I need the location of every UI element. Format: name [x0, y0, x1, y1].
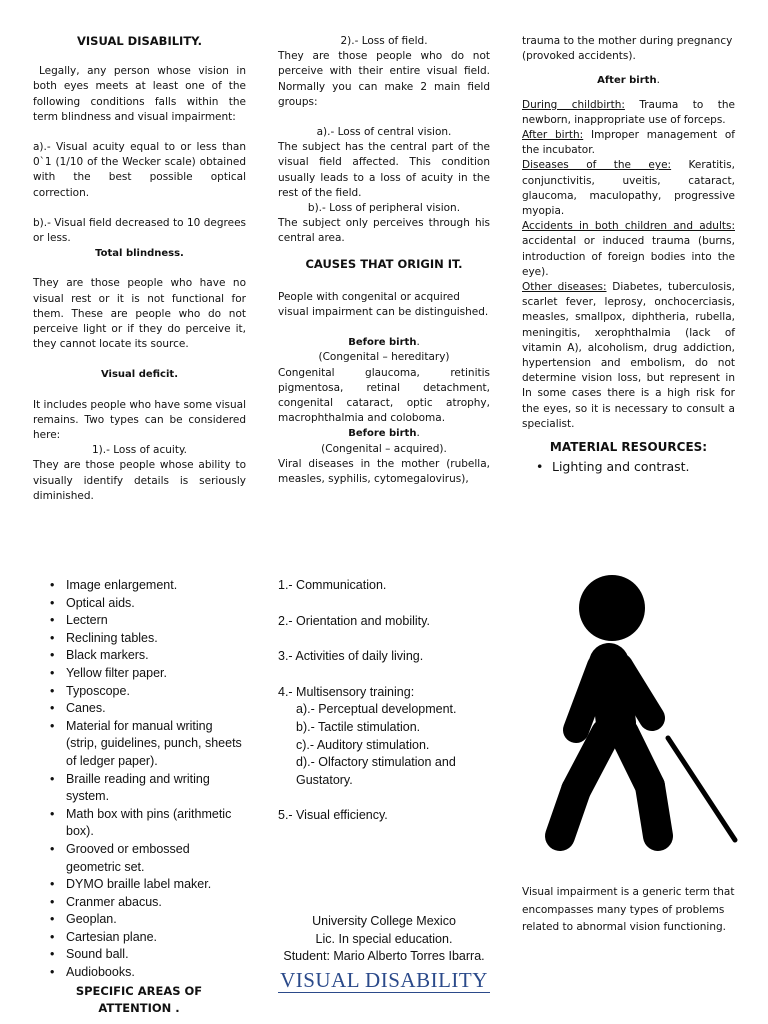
after-birth-item: After birth: Improper management of the incubator. [522, 129, 735, 157]
total-blindness-text: They are those people who have no visual rest or it is not functional for them. These are people who do not perceive light or if they do perceive it, they cannot locate its source. [33, 277, 246, 351]
accidents-item: Accidents in both children and adults: accidental or induced trauma (burns, introduction of foreign bodies into the eye). [522, 220, 735, 278]
areas-column [278, 577, 490, 825]
loss-acuity-text: They are those people whose ability to visually identify details is seriously diminished. [33, 459, 246, 502]
loss-field-text: They are those people who do not perceive with their entire visual field. Normally you can make 2 main field groups: [278, 50, 490, 108]
degree: Lic. In special education. [315, 931, 453, 946]
list-item: • Optical aids. [52, 595, 244, 613]
after-birth-heading: After birth. [597, 74, 660, 87]
list-item: • Sound ball. [52, 946, 244, 964]
list-item: • Image enlargement. [52, 577, 244, 595]
condition-b: b).- Visual field decreased to 10 degrees or less. [33, 216, 246, 245]
resources-column [34, 577, 244, 1017]
intro-paragraph: Legally, any person whose vision in both eyes meets at least one of the following conditions falls within the term blindness and visual impairment: [33, 65, 246, 123]
area-tactile: b).- Tactile stimulation. [296, 719, 421, 734]
student-name: Student: Mario Alberto Torres Ibarra. [283, 949, 485, 964]
list-item: • DYMO braille label maker. [52, 876, 244, 894]
childbirth-item: During childbirth: Trauma to the newborn, inappropriate use of forceps. [522, 98, 735, 126]
list-item: • Black markers. [52, 647, 244, 665]
person-with-cane-icon [540, 568, 740, 868]
column-1 [33, 34, 246, 504]
causes-text: People with congenital or acquired visual impairment can be distinguished. [278, 290, 489, 319]
figure-caption: Visual impairment is a generic term that encompasses many types of problems related to abnormal vision functioning. [522, 886, 735, 933]
area-multisensory: 4.- Multisensory training: [278, 684, 415, 699]
list-item: • Reclining tables. [52, 630, 244, 648]
area-perceptual: a).- Perceptual development. [296, 702, 457, 717]
list-item: • Braille reading and writing system. [52, 771, 244, 806]
area-orientation: 2.- Orientation and mobility. [278, 613, 430, 628]
column-2 [278, 34, 490, 487]
list-item: • Audiobooks. [52, 964, 244, 982]
brochure-title: VISUAL DISABILITY [278, 972, 490, 994]
list-item: • Lectern [52, 612, 244, 630]
column-3 [522, 34, 735, 476]
peripheral-vision-heading: b).- Loss of peripheral vision. [307, 202, 461, 215]
acquired-text: Viral diseases in the mother (rubella, measles, syphilis, cytomegalovirus), [278, 457, 490, 486]
loss-field-heading: 2).- Loss of field. [340, 35, 428, 47]
list-item: • Typoscope. [52, 683, 244, 701]
area-communication: 1.- Communication. [278, 578, 387, 592]
material-resources-heading: MATERIAL RESOURCES: [549, 440, 708, 455]
total-blindness-heading: Total blindness. [95, 248, 184, 260]
area-visual-efficiency: 5.- Visual efficiency. [278, 808, 388, 823]
congenital-hereditary: (Congenital – hereditary) [318, 351, 450, 364]
visual-deficit-heading: Visual deficit. [100, 369, 178, 381]
list-item: • Cranmer abacus. [52, 894, 244, 912]
condition-a: a).- Visual acuity equal to or less than 0`1 (1/10 of the Wecker scale) obtained with the best possible optical correction. [33, 141, 246, 199]
list-item: • Geoplan. [52, 911, 244, 929]
other-diseases-item: Other diseases: Diabetes, tuberculosis, scarlet fever, leprosy, onchocerciasis, measles, smallpox, diphtheria, rubella, meningitis, xerophthalmia (lack of vitamin A), alcoholism, drug addiction, hypertension and embolism, do not determine vision loss, but represent in In some cases there is a high risk for the eyes, so it is necessary to consult a specialist. [522, 281, 735, 430]
list-item: • Canes. [52, 700, 244, 718]
central-vision-text: The subject has the central part of the visual field affected. This condition usually leads to a loss of acuity in the rest of the field. [278, 141, 490, 199]
footer [278, 913, 490, 993]
peripheral-vision-text: The subject only perceives through his central area. [278, 217, 490, 245]
loss-acuity-heading: 1).- Loss of acuity. [91, 444, 188, 457]
area-auditory: c).- Auditory stimulation. [296, 737, 430, 752]
area-daily-living: 3.- Activities of daily living. [278, 649, 424, 664]
central-vision-heading: a).- Loss of central vision. [316, 126, 452, 139]
before-birth-heading-2: Before birth. [348, 427, 420, 440]
page-title: VISUAL DISABILITY. [77, 34, 202, 48]
causes-heading: CAUSES THAT ORIGIN IT. [305, 256, 463, 271]
list-item: • Material for manual writing (strip, guidelines, punch, sheets of ledger paper). [52, 718, 244, 771]
before-birth-heading-1: Before birth. [348, 336, 420, 349]
list-item: • Math box with pins (arithmetic box). [52, 806, 244, 841]
visual-deficit-text: It includes people who have some visual remains. Two types can be considered here: [33, 398, 246, 442]
list-item: • Grooved or embossed geometric set. [52, 841, 244, 876]
list-item: • Lighting and contrast. [538, 458, 735, 476]
congenital-acquired: (Congenital – acquired). [321, 442, 447, 455]
trauma-text: trauma to the mother during pregnancy (provoked accidents). [522, 35, 733, 63]
material-list [522, 458, 735, 476]
hereditary-text: Congenital glaucoma, retinitis pigmentosa, retinal detachment, congenital cataract, optic atrophy, macrophthalmia and coloboma. [278, 366, 490, 425]
list-item: • Yellow filter paper. [52, 665, 244, 683]
area-olfactory: d).- Olfactory stimulation and Gustatory. [296, 755, 456, 787]
specific-areas-heading: SPECIFIC AREAS OF ATTENTION . [75, 983, 203, 1015]
eye-diseases-item: Diseases of the eye: Keratitis, conjunctivitis, uveitis, cataract, glaucoma, maculopathy, progressive myopia. [522, 159, 735, 218]
list-item: • Cartesian plane. [52, 929, 244, 947]
resources-list [34, 577, 244, 982]
college-name: University College Mexico [312, 914, 456, 928]
